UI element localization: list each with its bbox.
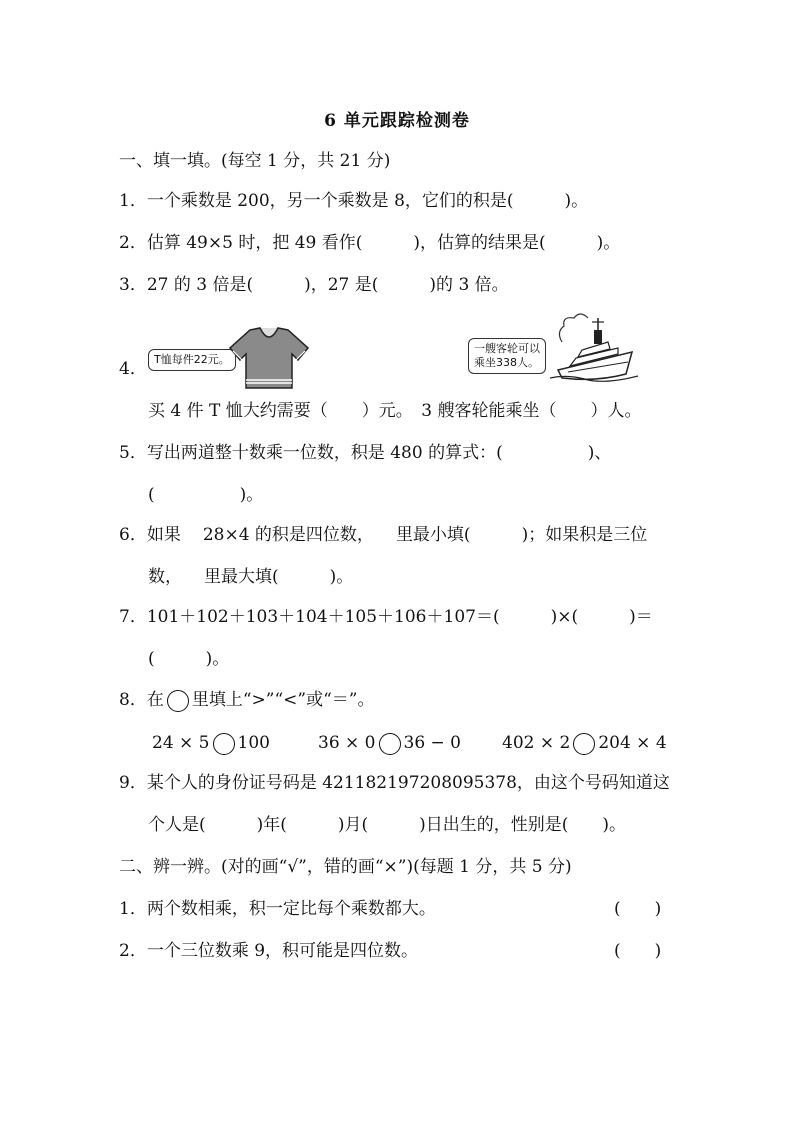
compare-expression-1 [152, 732, 270, 755]
section2-heading: 二、辨一辨。(对的画“√”，错的画“×”)(每题 1 分，共 5 分) [119, 857, 572, 877]
page-title: 6 单元跟踪检测卷 [324, 111, 470, 131]
question-2: 2．估算 49×5 时，把 49 看作( )，估算的结果是( )。 [119, 233, 621, 253]
question-8-line-1 [119, 689, 374, 712]
question-6-line-2 [148, 566, 353, 588]
expr3-right: 204 × 4 [598, 733, 667, 753]
ship-illustration [548, 312, 640, 384]
question-9-line-2: 个人是( )年( )月( )日出生的，性别是( )。 [148, 815, 627, 835]
compare-circle[interactable] [573, 733, 595, 755]
question-7-line-1: 7．101＋102＋103＋104＋105＋106＋107＝( )×( )＝ [119, 607, 653, 627]
expr1-left: 24 × 5 [152, 733, 210, 753]
question-3: 3．27 的 3 倍是( )，27 是( )的 3 倍。 [119, 275, 509, 295]
question-8-part-1: 8．在 [119, 690, 164, 710]
compare-expression-3 [502, 732, 667, 755]
question-5-line-1: 5．写出两道整十数乘一位数，积是 480 的算式：( )、 [119, 443, 612, 463]
ship-capacity-text-2: 乘坐338人。 [474, 356, 539, 369]
compare-circle[interactable] [379, 733, 401, 755]
tshirt-illustration [228, 326, 310, 392]
blank-square [181, 530, 203, 540]
expr3-left: 402 × 2 [502, 733, 571, 753]
blank-square [374, 530, 396, 540]
question-6-part-3: 里最小填( )；如果积是三位 [395, 525, 648, 545]
question-1: 1．一个乘数是 200，另一个乘数是 8，它们的积是( )。 [119, 191, 589, 211]
judge-question-1: 1．两个数相乘，积一定比每个乘数都大。 [119, 899, 436, 919]
question-4-number: 4． [119, 359, 147, 379]
ship-capacity-bubble [468, 338, 546, 374]
tshirt-price-text: T恤每件22元。 [154, 353, 230, 366]
question-7-line-2: ( )。 [148, 649, 230, 669]
question-9-line-1: 9．某个人的身份证号码是 421182197208095378，由这个号码知道这 [119, 773, 670, 793]
question-6-part-5: 里最大填( )。 [204, 567, 354, 587]
question-4-text: 买 4 件 T 恤大约需要（ ）元。 3 艘客轮能乘坐（ ）人。 [148, 401, 642, 421]
question-5-line-2: ( )。 [148, 485, 264, 505]
question-8-part-2: 里填上“>”“<”或“＝”。 [191, 690, 375, 710]
blank-square [182, 572, 204, 582]
compare-circle[interactable] [213, 733, 235, 755]
tshirt-price-bubble [148, 349, 236, 371]
question-6-part-2: 28×4 的积是四位数， [202, 525, 374, 545]
judge-question-2: 2．一个三位数乘 9，积可能是四位数。 [119, 941, 419, 961]
expr2-left: 36 × 0 [318, 733, 376, 753]
answer-parentheses: ( ) [614, 899, 662, 919]
answer-parentheses: ( ) [614, 941, 662, 961]
question-6-line-1 [119, 524, 647, 546]
compare-expression-2 [318, 732, 461, 755]
ship-capacity-text-1: 一艘客轮可以 [474, 342, 540, 355]
question-6-part-1: 6．如果 [119, 525, 181, 545]
expr1-right: 100 [237, 733, 270, 753]
question-6-part-4: 数， [148, 567, 182, 587]
compare-circle [167, 690, 189, 712]
section1-heading: 一、填一填。(每空 1 分，共 21 分) [119, 151, 391, 171]
expr2-right: 36 − 0 [403, 733, 461, 753]
